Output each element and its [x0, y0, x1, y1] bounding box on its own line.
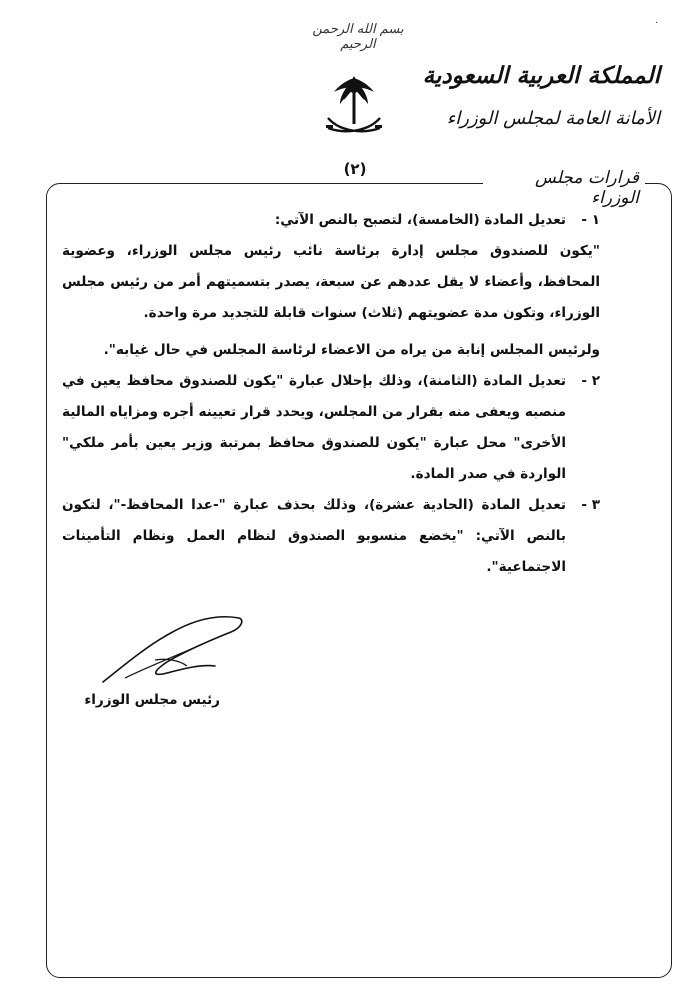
item-number: ١ -	[581, 212, 600, 228]
item-quote-continued: ولرئيس المجلس إنابة من يراه من الاعضاء لرئاسة المجلس في حال غيابه".	[103, 342, 600, 358]
corner-mark: ·	[655, 18, 659, 29]
handwritten-signature	[95, 608, 255, 690]
item-quote: "يكون للصندوق مجلس إدارة برئاسة نائب رئيس مجلس الوزراء، وعضوية المحافظ، وأعضاء لا يقل عددهم عن سبعة، يصدر بتسميتهم أمر من رئيس مجلس الوزراء، وتكون مدة عضويتهم (ثلاث) سنوات قابلة للتجديد مرة واحدة.	[62, 243, 600, 321]
page-number: (٢)	[330, 160, 380, 178]
item-intro: تعديل المادة (الخامسة)، لتصبح بالنص الآتي:	[274, 212, 566, 228]
basmala: بسم الله الرحمن الرحيم	[312, 22, 404, 52]
kingdom-name: المملكة العربية السعودية	[422, 62, 660, 89]
list-item	[62, 490, 600, 583]
item-text: تعديل المادة (الثامنة)، وذلك بإحلال عبارة "يكون للصندوق محافظ يعين في منصبه ويعفى منه بقرار من المجلس، ويحدد قرار تعيينه أجره ومزاياه المالية الأخرى" محل عبارة "يكون للصندوق محافظ بمرتبة وزير يعين بأمر ملكي" الواردة في صدر المادة.	[62, 373, 566, 482]
document-body	[62, 205, 600, 583]
item-number: ٣ -	[581, 497, 600, 513]
secretariat-name: الأمانة العامة لمجلس الوزراء	[446, 108, 660, 129]
list-item	[62, 205, 600, 236]
list-item	[62, 366, 600, 490]
decisions-label: قرارات مجلس الوزراء	[483, 168, 645, 208]
signatory-title: رئيس مجلس الوزراء	[84, 692, 220, 708]
palm-and-swords-emblem	[318, 70, 390, 150]
item-text: تعديل المادة (الحادية عشرة)، وذلك بحذف عبارة "-عدا المحافظ-"، لتكون بالنص الآتي: "يخضع منسوبو الصندوق لنظام العمل ونظام التأمينات الاجتماعية".	[62, 497, 566, 575]
item-number: ٢ -	[581, 373, 600, 389]
